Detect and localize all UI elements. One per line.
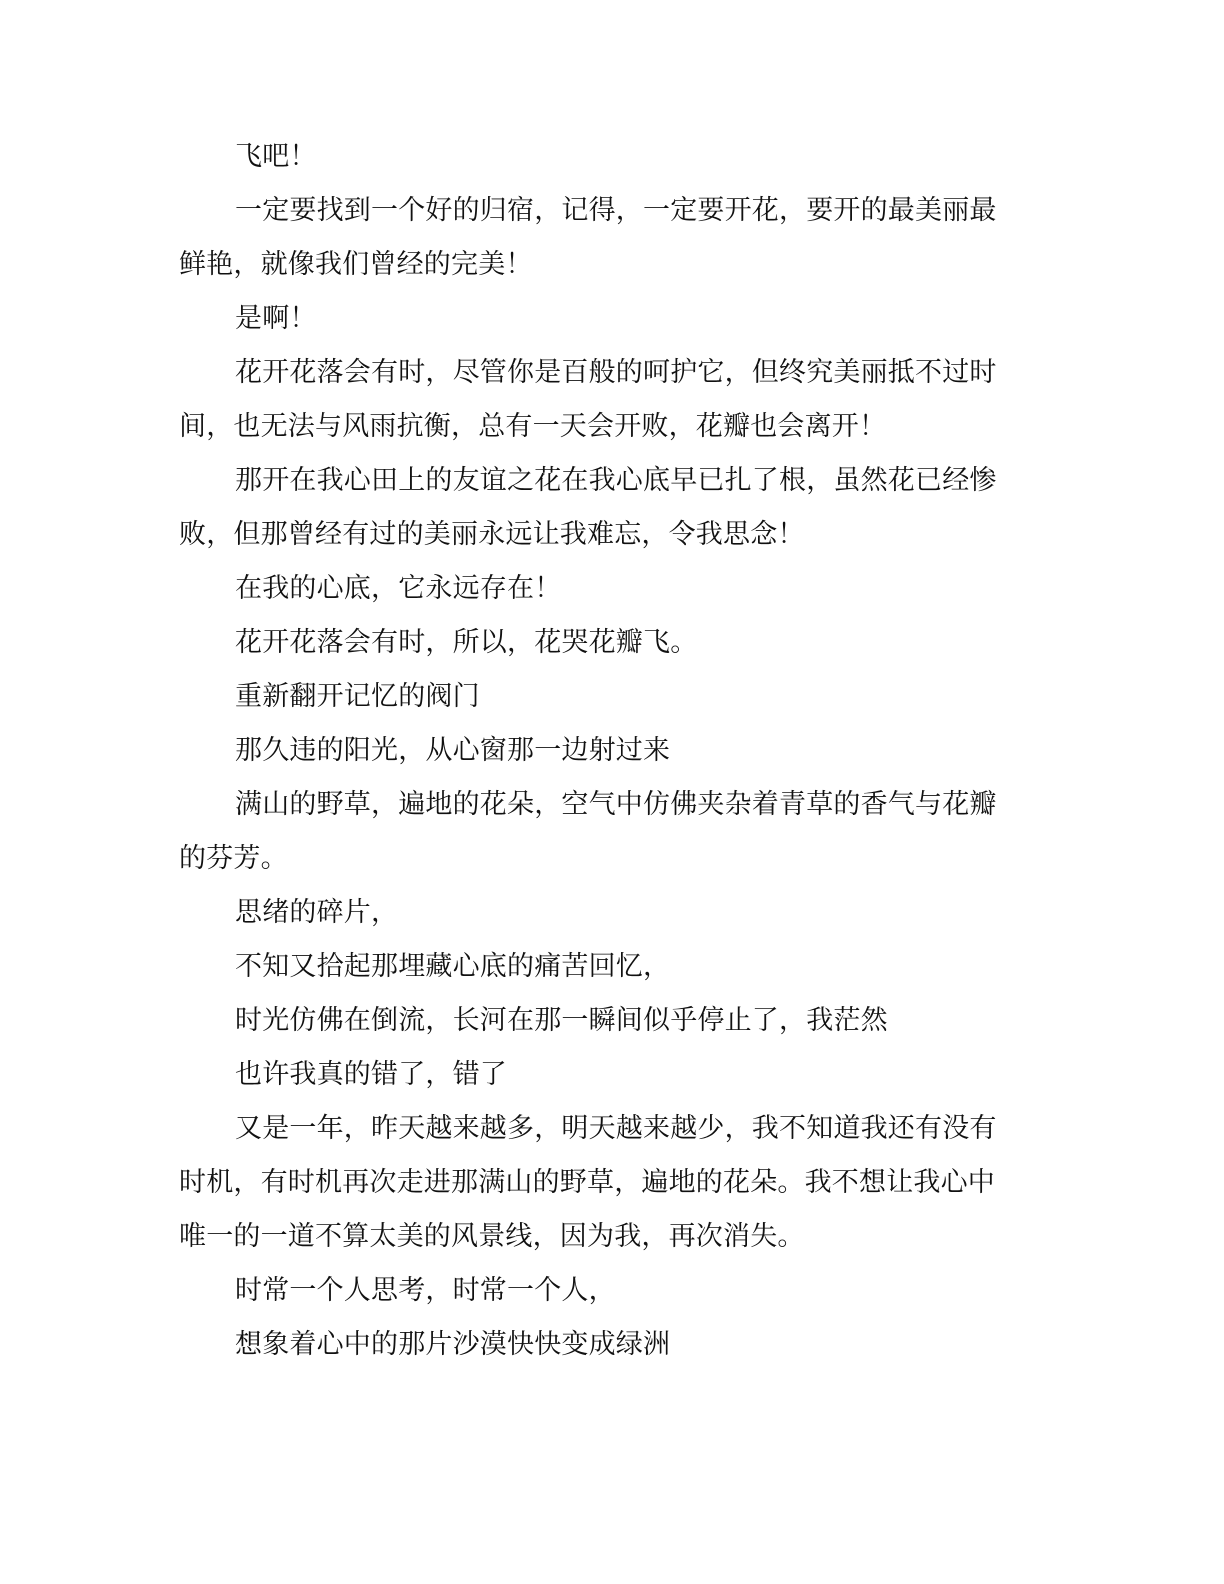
paragraph-9: 那久违的阳光，从心窗那一边射过来 xyxy=(235,735,671,766)
paragraph-7: 花开花落会有时，所以，花哭花瓣飞。 xyxy=(235,627,698,658)
paragraph-14: 也许我真的错了，错了 xyxy=(235,1059,507,1090)
paragraph-3: 是啊！ xyxy=(235,303,317,334)
paragraph-11: 思绪的碎片， xyxy=(235,897,399,928)
paragraph-4: 花开花落会有时，尽管你是百般的呵护它，但终究美丽抵不过时间，也无法与风雨抗衡，总有一天会开败，花瓣也会离开！ xyxy=(179,357,997,442)
paragraph-17: 想象着心中的那片沙漠快快变成绿洲 xyxy=(235,1329,671,1360)
paragraph-13: 时光仿佛在倒流，长河在那一瞬间似乎停止了，我茫然 xyxy=(235,1005,888,1036)
paragraph-6: 在我的心底，它永远存在！ xyxy=(235,573,562,604)
paragraph-10: 满山的野草，遍地的花朵，空气中仿佛夹杂着青草的香气与花瓣的芬芳。 xyxy=(179,789,997,874)
paragraph-1: 飞吧！ xyxy=(235,141,317,172)
paragraph-8: 重新翻开记忆的阀门 xyxy=(235,681,480,712)
paragraph-12: 不知又拾起那埋藏心底的痛苦回忆， xyxy=(235,951,671,982)
paragraph-16: 时常一个人思考，时常一个人， xyxy=(235,1275,616,1306)
paragraph-5: 那开在我心田上的友谊之花在我心底早已扎了根，虽然花已经惨败，但那曾经有过的美丽永远让我难忘，令我思念！ xyxy=(179,465,997,550)
paragraph-15: 又是一年，昨天越来越多，明天越来越少，我不知道我还有没有时机，有时机再次走进那满山的野草，遍地的花朵。我不想让我心中唯一的一道不算太美的风景线，因为我，再次消失。 xyxy=(179,1113,997,1252)
document-body xyxy=(179,130,1013,1372)
paragraph-2: 一定要找到一个好的归宿，记得，一定要开花，要开的最美丽最鲜艳，就像我们曾经的完美！ xyxy=(179,195,997,280)
